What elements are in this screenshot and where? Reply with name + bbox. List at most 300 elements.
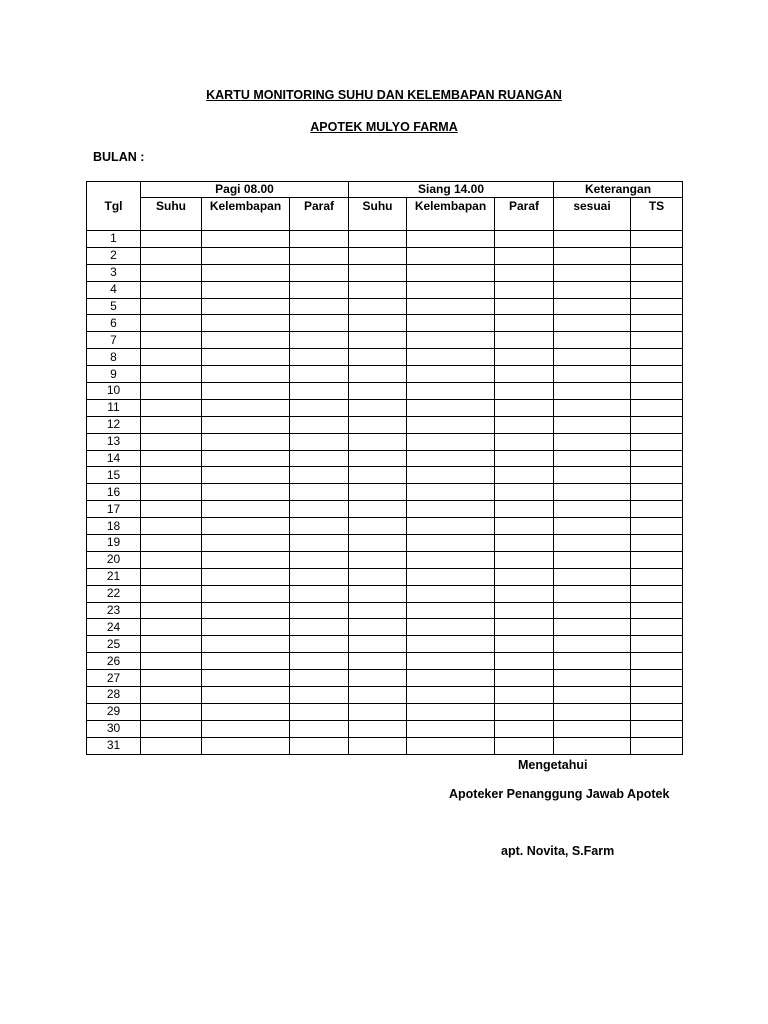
ts-cell <box>631 315 683 332</box>
ts-cell <box>631 332 683 349</box>
table-row <box>87 518 683 535</box>
table-row <box>87 703 683 720</box>
pagi-paraf-cell <box>290 653 349 670</box>
ts-cell <box>631 247 683 264</box>
ts-cell <box>631 737 683 754</box>
siang-suhu-cell <box>349 501 407 518</box>
pagi-kelembapan-cell <box>202 416 290 433</box>
pagi-suhu-cell <box>141 416 202 433</box>
sesuai-cell <box>554 332 631 349</box>
siang-suhu-cell <box>349 416 407 433</box>
sesuai-cell <box>554 484 631 501</box>
siang-paraf-cell <box>495 332 554 349</box>
pagi-paraf-cell <box>290 349 349 366</box>
header-pagi: Pagi 08.00 <box>141 182 349 198</box>
siang-paraf-cell <box>495 720 554 737</box>
siang-paraf-cell <box>495 535 554 552</box>
pagi-paraf-cell <box>290 687 349 704</box>
table-row <box>87 349 683 366</box>
pagi-paraf-cell <box>290 366 349 383</box>
table-row <box>87 484 683 501</box>
header-sesuai: sesuai <box>554 198 631 231</box>
siang-kelembapan-cell <box>407 298 495 315</box>
pagi-paraf-cell <box>290 281 349 298</box>
siang-kelembapan-cell <box>407 670 495 687</box>
table-row <box>87 264 683 281</box>
siang-suhu-cell <box>349 366 407 383</box>
ts-cell <box>631 585 683 602</box>
ts-cell <box>631 518 683 535</box>
sesuai-cell <box>554 383 631 400</box>
table-subheader-row <box>87 198 683 231</box>
document-title: KARTU MONITORING SUHU DAN KELEMBAPAN RUANGAN <box>206 88 562 102</box>
sesuai-cell <box>554 535 631 552</box>
siang-suhu-cell <box>349 467 407 484</box>
day-number: 12 <box>87 416 141 433</box>
day-number: 14 <box>87 450 141 467</box>
pagi-suhu-cell <box>141 551 202 568</box>
pagi-kelembapan-cell <box>202 687 290 704</box>
header-siang-suhu: Suhu <box>349 198 407 231</box>
pagi-kelembapan-cell <box>202 332 290 349</box>
sesuai-cell <box>554 551 631 568</box>
header-pagi-suhu: Suhu <box>141 198 202 231</box>
ts-cell <box>631 433 683 450</box>
pagi-kelembapan-cell <box>202 501 290 518</box>
siang-suhu-cell <box>349 703 407 720</box>
pagi-paraf-cell <box>290 720 349 737</box>
pagi-suhu-cell <box>141 501 202 518</box>
pagi-paraf-cell <box>290 247 349 264</box>
pagi-paraf-cell <box>290 602 349 619</box>
pagi-kelembapan-cell <box>202 231 290 248</box>
siang-kelembapan-cell <box>407 332 495 349</box>
siang-suhu-cell <box>349 298 407 315</box>
siang-kelembapan-cell <box>407 315 495 332</box>
table-row <box>87 602 683 619</box>
sesuai-cell <box>554 349 631 366</box>
siang-suhu-cell <box>349 535 407 552</box>
day-number: 26 <box>87 653 141 670</box>
pagi-suhu-cell <box>141 433 202 450</box>
pagi-kelembapan-cell <box>202 366 290 383</box>
day-number: 29 <box>87 703 141 720</box>
day-number: 13 <box>87 433 141 450</box>
siang-paraf-cell <box>495 247 554 264</box>
siang-paraf-cell <box>495 501 554 518</box>
sesuai-cell <box>554 636 631 653</box>
header-pagi-kelembapan: Kelembapan <box>202 198 290 231</box>
pagi-suhu-cell <box>141 484 202 501</box>
ts-cell <box>631 687 683 704</box>
siang-suhu-cell <box>349 568 407 585</box>
pagi-suhu-cell <box>141 720 202 737</box>
bulan-label: BULAN : <box>93 150 145 164</box>
siang-kelembapan-cell <box>407 416 495 433</box>
siang-paraf-cell <box>495 349 554 366</box>
pagi-paraf-cell <box>290 231 349 248</box>
pagi-kelembapan-cell <box>202 298 290 315</box>
siang-kelembapan-cell <box>407 450 495 467</box>
day-number: 28 <box>87 687 141 704</box>
pagi-paraf-cell <box>290 501 349 518</box>
siang-suhu-cell <box>349 349 407 366</box>
sesuai-cell <box>554 366 631 383</box>
ts-cell <box>631 264 683 281</box>
pagi-suhu-cell <box>141 518 202 535</box>
pagi-paraf-cell <box>290 636 349 653</box>
sesuai-cell <box>554 298 631 315</box>
pagi-kelembapan-cell <box>202 551 290 568</box>
day-number: 1 <box>87 231 141 248</box>
siang-suhu-cell <box>349 383 407 400</box>
pagi-paraf-cell <box>290 433 349 450</box>
ts-cell <box>631 535 683 552</box>
pagi-kelembapan-cell <box>202 281 290 298</box>
pagi-suhu-cell <box>141 247 202 264</box>
siang-suhu-cell <box>349 585 407 602</box>
siang-paraf-cell <box>495 399 554 416</box>
table-row <box>87 501 683 518</box>
ts-cell <box>631 281 683 298</box>
day-number: 15 <box>87 467 141 484</box>
header-keterangan: Keterangan <box>554 182 683 198</box>
day-number: 24 <box>87 619 141 636</box>
table-row <box>87 399 683 416</box>
ts-cell <box>631 231 683 248</box>
ts-cell <box>631 501 683 518</box>
day-number: 22 <box>87 585 141 602</box>
siang-paraf-cell <box>495 467 554 484</box>
siang-suhu-cell <box>349 315 407 332</box>
sesuai-cell <box>554 737 631 754</box>
siang-kelembapan-cell <box>407 636 495 653</box>
ts-cell <box>631 568 683 585</box>
siang-paraf-cell <box>495 568 554 585</box>
sesuai-cell <box>554 450 631 467</box>
pagi-kelembapan-cell <box>202 602 290 619</box>
ts-cell <box>631 467 683 484</box>
siang-kelembapan-cell <box>407 602 495 619</box>
pagi-paraf-cell <box>290 670 349 687</box>
ts-cell <box>631 551 683 568</box>
table-row <box>87 619 683 636</box>
siang-kelembapan-cell <box>407 467 495 484</box>
pagi-paraf-cell <box>290 264 349 281</box>
pagi-kelembapan-cell <box>202 568 290 585</box>
day-number: 19 <box>87 535 141 552</box>
siang-suhu-cell <box>349 653 407 670</box>
siang-suhu-cell <box>349 484 407 501</box>
sesuai-cell <box>554 247 631 264</box>
siang-kelembapan-cell <box>407 231 495 248</box>
siang-kelembapan-cell <box>407 535 495 552</box>
pagi-paraf-cell <box>290 518 349 535</box>
pagi-suhu-cell <box>141 535 202 552</box>
pagi-suhu-cell <box>141 315 202 332</box>
table-row <box>87 298 683 315</box>
siang-paraf-cell <box>495 602 554 619</box>
siang-kelembapan-cell <box>407 551 495 568</box>
siang-paraf-cell <box>495 518 554 535</box>
siang-kelembapan-cell <box>407 281 495 298</box>
siang-paraf-cell <box>495 231 554 248</box>
pagi-paraf-cell <box>290 450 349 467</box>
siang-kelembapan-cell <box>407 433 495 450</box>
pagi-suhu-cell <box>141 349 202 366</box>
pagi-suhu-cell <box>141 450 202 467</box>
sesuai-cell <box>554 501 631 518</box>
pagi-kelembapan-cell <box>202 653 290 670</box>
sesuai-cell <box>554 264 631 281</box>
table-row <box>87 332 683 349</box>
day-number: 21 <box>87 568 141 585</box>
siang-paraf-cell <box>495 484 554 501</box>
ts-cell <box>631 703 683 720</box>
day-number: 2 <box>87 247 141 264</box>
pagi-suhu-cell <box>141 653 202 670</box>
siang-suhu-cell <box>349 399 407 416</box>
siang-paraf-cell <box>495 281 554 298</box>
siang-paraf-cell <box>495 653 554 670</box>
ts-cell <box>631 349 683 366</box>
table-row <box>87 281 683 298</box>
pagi-suhu-cell <box>141 467 202 484</box>
pagi-paraf-cell <box>290 737 349 754</box>
pagi-paraf-cell <box>290 399 349 416</box>
sesuai-cell <box>554 416 631 433</box>
table-row <box>87 585 683 602</box>
siang-suhu-cell <box>349 247 407 264</box>
sesuai-cell <box>554 467 631 484</box>
siang-kelembapan-cell <box>407 585 495 602</box>
ts-cell <box>631 653 683 670</box>
pagi-suhu-cell <box>141 737 202 754</box>
siang-paraf-cell <box>495 264 554 281</box>
pagi-kelembapan-cell <box>202 703 290 720</box>
header-siang-kelembapan: Kelembapan <box>407 198 495 231</box>
pagi-paraf-cell <box>290 585 349 602</box>
siang-kelembapan-cell <box>407 737 495 754</box>
siang-paraf-cell <box>495 383 554 400</box>
ts-cell <box>631 602 683 619</box>
header-ts: TS <box>631 198 683 231</box>
table-row <box>87 687 683 704</box>
siang-paraf-cell <box>495 636 554 653</box>
sesuai-cell <box>554 653 631 670</box>
table-row <box>87 315 683 332</box>
table-row <box>87 247 683 264</box>
ts-cell <box>631 619 683 636</box>
siang-suhu-cell <box>349 264 407 281</box>
pagi-kelembapan-cell <box>202 636 290 653</box>
pagi-kelembapan-cell <box>202 484 290 501</box>
pagi-suhu-cell <box>141 298 202 315</box>
table-row <box>87 636 683 653</box>
signature-name: apt. Novita, S.Farm <box>501 844 615 858</box>
pagi-kelembapan-cell <box>202 315 290 332</box>
siang-suhu-cell <box>349 281 407 298</box>
ts-cell <box>631 298 683 315</box>
sesuai-cell <box>554 687 631 704</box>
pagi-kelembapan-cell <box>202 535 290 552</box>
table-row <box>87 670 683 687</box>
pagi-paraf-cell <box>290 332 349 349</box>
siang-kelembapan-cell <box>407 399 495 416</box>
table-row <box>87 535 683 552</box>
pagi-suhu-cell <box>141 636 202 653</box>
siang-kelembapan-cell <box>407 247 495 264</box>
siang-kelembapan-cell <box>407 518 495 535</box>
siang-paraf-cell <box>495 450 554 467</box>
siang-suhu-cell <box>349 518 407 535</box>
table-row <box>87 450 683 467</box>
day-number: 10 <box>87 383 141 400</box>
day-number: 5 <box>87 298 141 315</box>
siang-paraf-cell <box>495 551 554 568</box>
sesuai-cell <box>554 433 631 450</box>
ts-cell <box>631 670 683 687</box>
sesuai-cell <box>554 231 631 248</box>
pagi-kelembapan-cell <box>202 433 290 450</box>
sesuai-cell <box>554 720 631 737</box>
siang-paraf-cell <box>495 737 554 754</box>
pagi-suhu-cell <box>141 281 202 298</box>
siang-paraf-cell <box>495 416 554 433</box>
siang-kelembapan-cell <box>407 619 495 636</box>
pagi-suhu-cell <box>141 264 202 281</box>
pagi-paraf-cell <box>290 619 349 636</box>
siang-paraf-cell <box>495 315 554 332</box>
siang-paraf-cell <box>495 687 554 704</box>
siang-kelembapan-cell <box>407 366 495 383</box>
header-siang-paraf: Paraf <box>495 198 554 231</box>
pagi-kelembapan-cell <box>202 467 290 484</box>
sesuai-cell <box>554 281 631 298</box>
pagi-suhu-cell <box>141 568 202 585</box>
pagi-suhu-cell <box>141 703 202 720</box>
day-number: 8 <box>87 349 141 366</box>
pagi-suhu-cell <box>141 383 202 400</box>
siang-suhu-cell <box>349 332 407 349</box>
pagi-suhu-cell <box>141 231 202 248</box>
sesuai-cell <box>554 315 631 332</box>
siang-paraf-cell <box>495 619 554 636</box>
pagi-kelembapan-cell <box>202 264 290 281</box>
siang-suhu-cell <box>349 670 407 687</box>
pagi-paraf-cell <box>290 383 349 400</box>
signature-role: Apoteker Penanggung Jawab Apotek <box>449 787 670 801</box>
day-number: 25 <box>87 636 141 653</box>
pagi-paraf-cell <box>290 535 349 552</box>
day-number: 9 <box>87 366 141 383</box>
table-row <box>87 568 683 585</box>
siang-paraf-cell <box>495 366 554 383</box>
siang-suhu-cell <box>349 737 407 754</box>
pagi-paraf-cell <box>290 416 349 433</box>
pagi-kelembapan-cell <box>202 349 290 366</box>
table-body <box>87 231 683 755</box>
siang-suhu-cell <box>349 687 407 704</box>
siang-paraf-cell <box>495 670 554 687</box>
siang-paraf-cell <box>495 433 554 450</box>
sesuai-cell <box>554 619 631 636</box>
pagi-suhu-cell <box>141 619 202 636</box>
table-row <box>87 433 683 450</box>
day-number: 31 <box>87 737 141 754</box>
sesuai-cell <box>554 602 631 619</box>
header-tgl: Tgl <box>87 182 141 231</box>
day-number: 11 <box>87 399 141 416</box>
pagi-kelembapan-cell <box>202 619 290 636</box>
table-header-row <box>87 182 683 198</box>
pagi-paraf-cell <box>290 467 349 484</box>
pagi-suhu-cell <box>141 687 202 704</box>
siang-suhu-cell <box>349 636 407 653</box>
sesuai-cell <box>554 518 631 535</box>
table-row <box>87 383 683 400</box>
table-row <box>87 653 683 670</box>
siang-kelembapan-cell <box>407 568 495 585</box>
ts-cell <box>631 416 683 433</box>
table-row <box>87 231 683 248</box>
siang-suhu-cell <box>349 231 407 248</box>
pagi-paraf-cell <box>290 315 349 332</box>
table-row <box>87 467 683 484</box>
sesuai-cell <box>554 703 631 720</box>
siang-suhu-cell <box>349 551 407 568</box>
siang-kelembapan-cell <box>407 720 495 737</box>
pagi-suhu-cell <box>141 332 202 349</box>
siang-paraf-cell <box>495 298 554 315</box>
siang-kelembapan-cell <box>407 383 495 400</box>
table-row <box>87 366 683 383</box>
day-number: 23 <box>87 602 141 619</box>
ts-cell <box>631 450 683 467</box>
pagi-kelembapan-cell <box>202 383 290 400</box>
sesuai-cell <box>554 585 631 602</box>
ts-cell <box>631 383 683 400</box>
table-row <box>87 416 683 433</box>
header-pagi-paraf: Paraf <box>290 198 349 231</box>
table-row <box>87 551 683 568</box>
pagi-paraf-cell <box>290 568 349 585</box>
siang-kelembapan-cell <box>407 349 495 366</box>
siang-suhu-cell <box>349 450 407 467</box>
pagi-suhu-cell <box>141 366 202 383</box>
pagi-kelembapan-cell <box>202 450 290 467</box>
sesuai-cell <box>554 670 631 687</box>
pagi-paraf-cell <box>290 484 349 501</box>
document-subtitle: APOTEK MULYO FARMA <box>310 120 458 134</box>
pagi-kelembapan-cell <box>202 720 290 737</box>
sesuai-cell <box>554 399 631 416</box>
pagi-paraf-cell <box>290 703 349 720</box>
table-row <box>87 737 683 754</box>
table-row <box>87 720 683 737</box>
pagi-kelembapan-cell <box>202 247 290 264</box>
siang-paraf-cell <box>495 585 554 602</box>
header-siang: Siang 14.00 <box>349 182 554 198</box>
siang-kelembapan-cell <box>407 653 495 670</box>
ts-cell <box>631 484 683 501</box>
ts-cell <box>631 636 683 653</box>
siang-paraf-cell <box>495 703 554 720</box>
pagi-kelembapan-cell <box>202 518 290 535</box>
pagi-kelembapan-cell <box>202 399 290 416</box>
ts-cell <box>631 720 683 737</box>
pagi-kelembapan-cell <box>202 585 290 602</box>
